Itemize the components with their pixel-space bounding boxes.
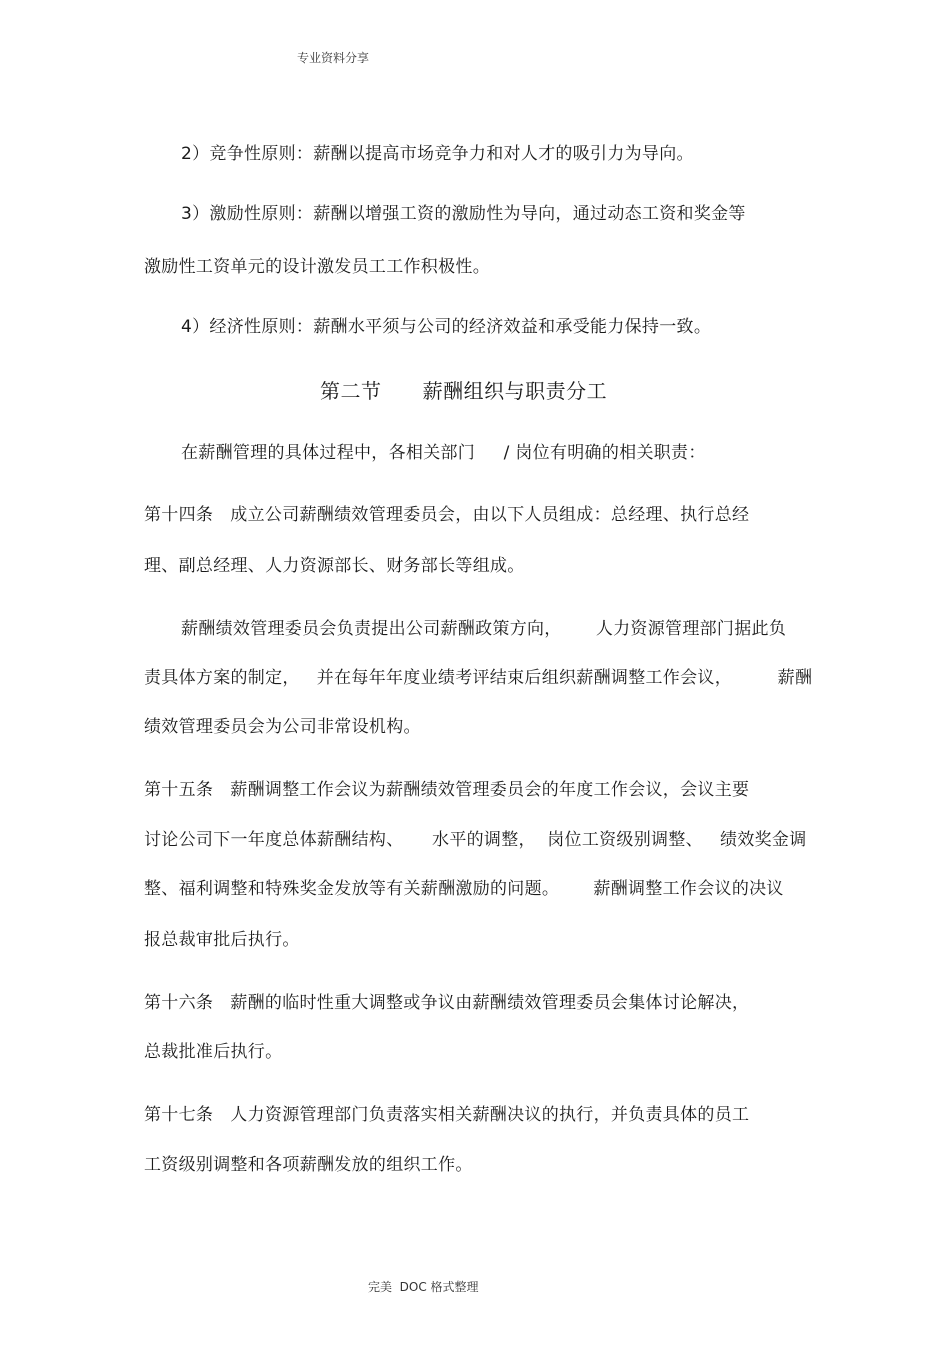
article-line: 整、福利调整和特殊奖金发放等有关薪酬激励的问题。 薪酬调整工作会议的决议 (144, 879, 784, 899)
paragraph-line: 薪酬绩效管理委员会负责提出公司薪酬政策方向， 人力资源管理部门据此负 (181, 619, 787, 639)
article-line: 理、副总经理、人力资源部长、财务部长等组成。 (144, 556, 525, 576)
paragraph-line: 激励性工资单元的设计激发员工工作积极性。 (144, 257, 490, 277)
paragraph-line: 在薪酬管理的具体过程中，各相关部门 / 岗位有明确的相关职责： (181, 443, 706, 463)
section-title: 第二节 薪酬组织与职责分工 (320, 379, 608, 403)
article-line: 报总裁审批后执行。 (144, 930, 300, 950)
paragraph-line: 2）竞争性原则：薪酬以提高市场竞争力和对人才的吸引力为导向。 (181, 144, 694, 164)
paragraph-line: 绩效管理委员会为公司非常设机构。 (144, 717, 421, 737)
article-line: 第十四条 成立公司薪酬绩效管理委员会，由以下人员组成：总经理、执行总经 (144, 505, 750, 525)
article-line: 讨论公司下一年度总体薪酬结构、 水平的调整， 岗位工资级别调整、 绩效奖金调 (144, 830, 807, 850)
article-line: 工资级别调整和各项薪酬发放的组织工作。 (144, 1155, 473, 1175)
article-line: 总裁批准后执行。 (144, 1042, 283, 1062)
article-line: 第十五条 薪酬调整工作会议为薪酬绩效管理委员会的年度工作会议，会议主要 (144, 780, 750, 800)
article-line: 第十六条 薪酬的临时性重大调整或争议由薪酬绩效管理委员会集体讨论解决， (144, 993, 750, 1013)
page-footer: 完美 DOC 格式整理 (368, 1280, 479, 1294)
page-header: 专业资料分享 (297, 51, 370, 65)
paragraph-line: 责具体方案的制定， 并在每年年度业绩考评结束后组织薪酬调整工作会议， 薪酬 (144, 668, 813, 688)
paragraph-line: 4）经济性原则：薪酬水平须与公司的经济效益和承受能力保持一致。 (181, 317, 712, 337)
article-line: 第十七条 人力资源管理部门负责落实相关薪酬决议的执行，并负责具体的员工 (144, 1105, 750, 1125)
paragraph-line: 3）激励性原则：薪酬以增强工资的激励性为导向，通过动态工资和奖金等 (181, 204, 746, 224)
